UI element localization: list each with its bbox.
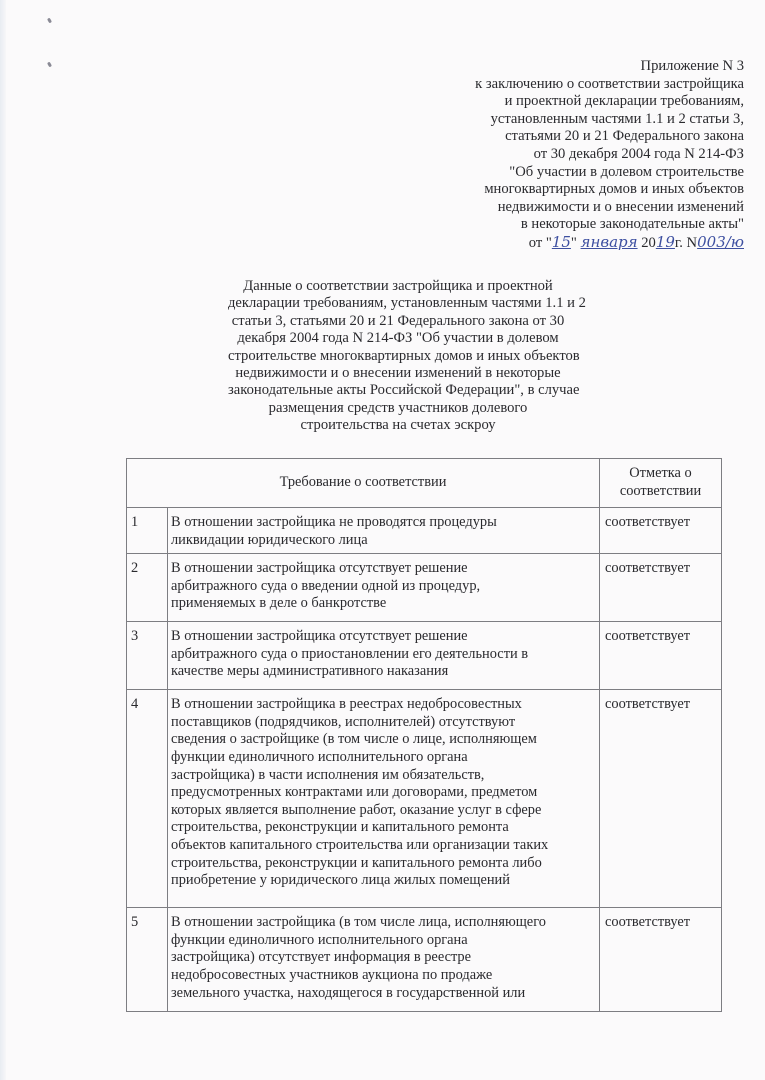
handwritten-year: 19 [655, 232, 675, 251]
title-line: декабря 2004 года N 214-ФЗ "Об участии в долевом [237, 330, 559, 347]
requirement-line: которых является выполнение работ, оказание услуг в сфере [171, 801, 542, 818]
requirement-line: объектов капитального строительства или организации таких [171, 836, 549, 853]
document-title [228, 278, 586, 435]
requirement-line: приобретение у юридического лица жилых помещений [171, 872, 510, 889]
table-row [127, 622, 722, 690]
scan-speck [47, 18, 52, 24]
date-prefix: от " [528, 234, 552, 251]
appendix-line: и проектной декларации требованиям, [504, 93, 744, 110]
row-mark: соответствует [600, 554, 722, 622]
requirement-line: В отношении застройщика отсутствует решение [171, 628, 468, 645]
requirement-line: функции единоличного исполнительного органа [171, 748, 468, 765]
row-mark: соответствует [600, 622, 722, 690]
appendix-line: в некоторые законодательные акты" [520, 216, 744, 233]
appendix-line: "Об участии в долевом строительстве [509, 163, 744, 180]
row-mark: соответствует [600, 508, 722, 554]
appendix-line: к заключению о соответствии застройщика [475, 75, 744, 92]
requirement-line: предусмотренных контрактами или договорами, предметом [171, 784, 538, 801]
appendix-header [384, 58, 744, 253]
row-number: 4 [127, 690, 168, 908]
header-mark [600, 459, 722, 508]
scan-edge [0, 0, 6, 1080]
header-mark-line: соответствии [619, 483, 702, 499]
requirement-line: В отношении застройщика в реестрах недобросовестных [171, 696, 522, 713]
date-year-suffix: г. N [674, 234, 698, 251]
row-mark: соответствует [600, 690, 722, 908]
appendix-line: статьями 20 и 21 Федерального закона [505, 128, 744, 145]
scan-speck [47, 62, 52, 68]
requirement-line: применяемых в деле о банкротстве [171, 595, 387, 612]
appendix-line: от 30 декабря 2004 года N 214-ФЗ [533, 145, 744, 162]
requirement-line: земельного участка, находящегося в государственной или [171, 984, 526, 1001]
row-requirement [168, 508, 600, 554]
row-requirement [168, 690, 600, 908]
row-number: 3 [127, 622, 168, 690]
row-mark: соответствует [600, 908, 722, 1012]
table-row [127, 908, 722, 1012]
title-line: законодательные акты Российской Федерации", в случае [228, 382, 580, 399]
date-year-prefix: 20 [641, 234, 656, 251]
table-row [127, 554, 722, 622]
header-mark-line: Отметка о [629, 465, 692, 482]
requirement-line: качестве меры административного наказания [171, 663, 449, 680]
row-requirement [168, 908, 600, 1012]
title-line: декларации требованиям, установленным частями 1.1 и 2 [228, 295, 586, 312]
handwritten-day: 15 [551, 232, 571, 251]
title-line: статьи 3, статьями 20 и 21 Федерального закона от 30 [231, 312, 565, 329]
table-row [127, 508, 722, 554]
appendix-date-line [384, 234, 744, 253]
appendix-line: установленным частями 1.1 и 2 статьи 3, [490, 110, 744, 127]
title-line: размещения средств участников долевого [268, 399, 528, 416]
row-number: 2 [127, 554, 168, 622]
appendix-line: Приложение N 3 [640, 58, 744, 74]
table-row [127, 690, 722, 908]
handwritten-number: 003/ю [697, 232, 744, 251]
handwritten-month: января [580, 232, 638, 251]
requirement-line: недобросовестных участников аукциона по продаже [171, 966, 493, 983]
row-requirement [168, 622, 600, 690]
row-requirement [168, 554, 600, 622]
requirement-line: строительства, реконструкции и капитального ремонта [171, 819, 509, 836]
requirement-line: застройщика) в части исполнения им обязательств, [171, 766, 485, 783]
requirement-line: арбитражного суда о введении одной из процедур, [171, 577, 481, 594]
row-number: 5 [127, 908, 168, 1012]
requirement-line: строительства, реконструкции и капитального ремонта либо [171, 854, 542, 871]
title-line: строительства на счетах эскроу [300, 417, 496, 434]
title-line: Данные о соответствии застройщика и проектной [243, 278, 553, 294]
requirement-line: ликвидации юридического лица [171, 531, 368, 548]
table-header-row [127, 459, 722, 508]
requirement-line: В отношении застройщика не проводятся процедуры [171, 514, 497, 530]
requirement-line: арбитражного суда о приостановлении его деятельности в [171, 645, 529, 662]
requirement-line: сведения о застройщике (в том числе о лице, исполняющем [171, 731, 537, 748]
title-line: недвижимости и о внесении изменений в некоторые [235, 365, 561, 382]
requirements-table [126, 458, 722, 1012]
requirement-line: функции единоличного исполнительного органа [171, 931, 468, 948]
requirement-line: застройщика) отсутствует информация в реестре [171, 949, 472, 966]
requirement-line: В отношении застройщика (в том числе лица, исполняющего [171, 914, 546, 931]
appendix-line: многоквартирных домов и иных объектов [484, 181, 744, 198]
requirement-line: В отношении застройщика отсутствует решение [171, 560, 468, 577]
title-line: строительстве многоквартирных домов и иных объектов [228, 347, 580, 364]
header-requirement: Требование о соответствии [127, 459, 600, 508]
requirement-line: поставщиков (подрядчиков, исполнителей) отсутствуют [171, 713, 516, 730]
row-number: 1 [127, 508, 168, 554]
date-quote: " [570, 234, 577, 251]
appendix-line: недвижимости и о внесении изменений [497, 198, 744, 215]
